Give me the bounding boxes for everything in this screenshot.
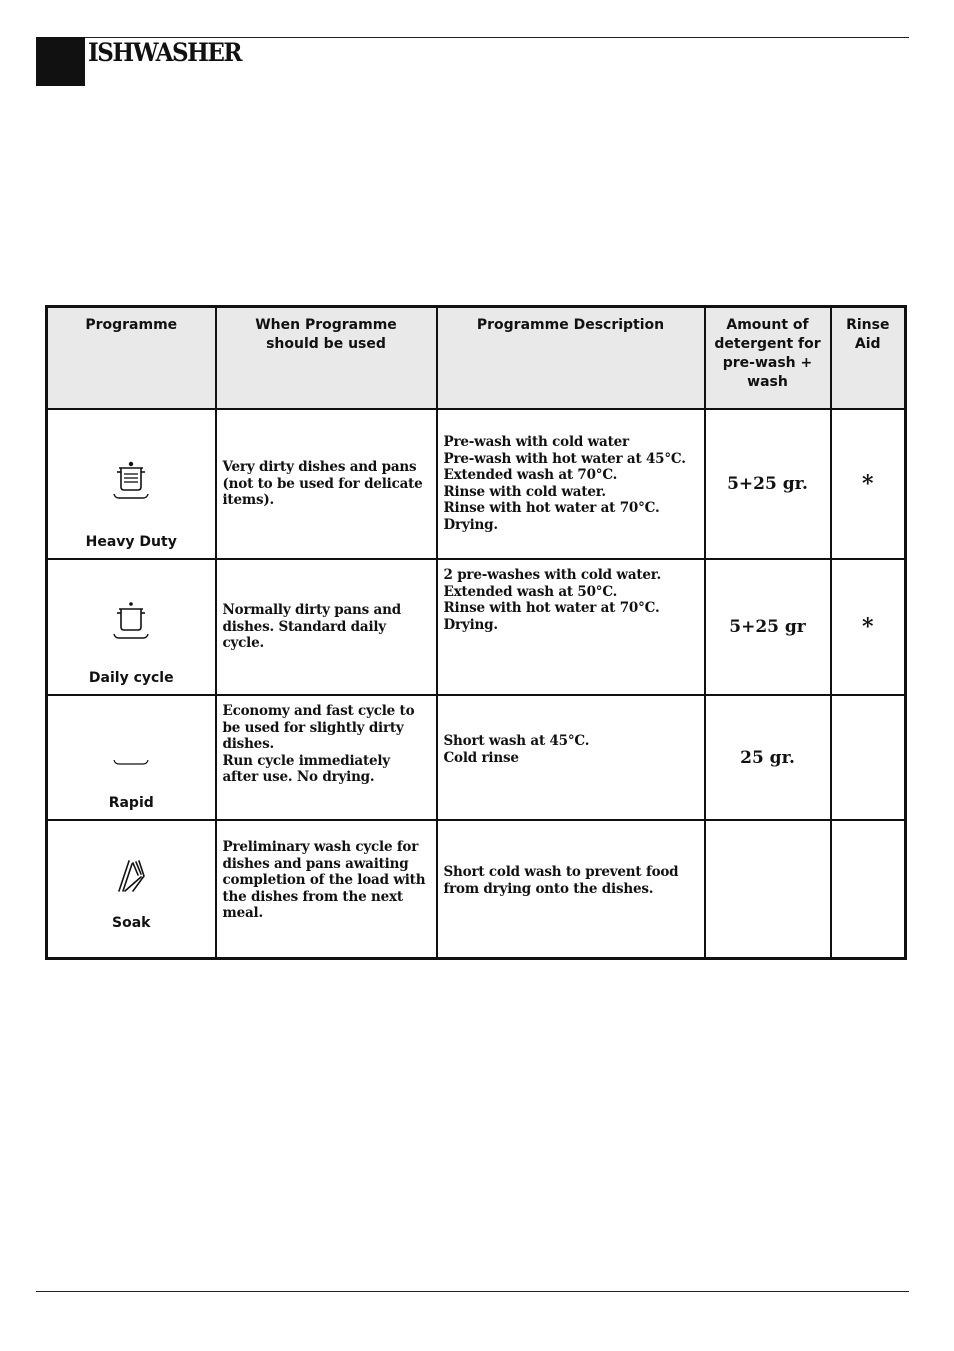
when-used-text: Economy and fast cycle to be used for slightly dirty dishes. Run cycle immediately after use. No drying.: [222, 703, 415, 785]
when-used-cell: [216, 559, 437, 695]
programme-name: Soak: [112, 915, 151, 931]
when-used-text: Very dirty dishes and pans (not to be used for delicate items).: [222, 459, 423, 508]
table-row: [47, 559, 906, 695]
rinse-aid-cell: *: [831, 559, 906, 695]
description-text: Short cold wash to prevent food from drying onto the dishes.: [443, 864, 679, 897]
table-row: [47, 409, 906, 559]
programme-cell: [47, 820, 216, 958]
programme-cell: [47, 409, 216, 559]
table-header-row: [47, 307, 906, 410]
amount-cell: 5+25 gr.: [705, 409, 831, 559]
soak-shower-icon: [111, 857, 151, 897]
programme-name: Heavy Duty: [85, 534, 177, 550]
amount-cell: [705, 820, 831, 958]
programme-name: Daily cycle: [88, 670, 174, 686]
description-text: Pre-wash with cold water Pre-wash with hot water at 45°C. Extended wash at 70°C. Rinse with cold water. Rinse with hot water at 70°C. Drying.: [443, 434, 686, 533]
description-text: Short wash at 45°C. Cold rinse: [443, 733, 590, 766]
programme-table: [45, 305, 907, 960]
when-used-text: Normally dirty pans and dishes. Standard daily cycle.: [222, 602, 401, 651]
column-header-programme: Programme: [47, 307, 216, 410]
description-cell: [437, 559, 705, 695]
column-header-amount: Amount of detergent for pre-wash + wash: [705, 307, 831, 410]
description-cell: [437, 695, 705, 820]
page-title: ISHWASHER: [88, 38, 242, 67]
rinse-aid-cell: *: [831, 409, 906, 559]
column-header-when-used: When Programme should be used: [216, 307, 437, 410]
description-text: 2 pre-washes with cold water. Extended wash at 50°C. Rinse with hot water at 70°C. Drying.: [443, 567, 661, 633]
when-used-cell: [216, 820, 437, 958]
when-used-text: Preliminary wash cycle for dishes and pans awaiting completion of the load with the dishes from the next meal.: [222, 839, 426, 921]
amount-cell: 25 gr.: [705, 695, 831, 820]
section-marker-block: [36, 37, 85, 86]
rapid-plate-icon: [111, 758, 151, 768]
rinse-aid-cell: [831, 695, 906, 820]
when-used-cell: [216, 695, 437, 820]
bottom-rule: [36, 1291, 909, 1292]
heavy-duty-pot-icon: [111, 460, 151, 502]
programme-name: Rapid: [108, 795, 154, 811]
description-cell: [437, 820, 705, 958]
programme-cell: [47, 695, 216, 820]
description-cell: [437, 409, 705, 559]
programme-cell: [47, 559, 216, 695]
column-header-rinse-aid: Rinse Aid: [831, 307, 906, 410]
when-used-cell: [216, 409, 437, 559]
column-header-description: Programme Description: [437, 307, 705, 410]
daily-cycle-pot-icon: [111, 600, 151, 642]
rinse-aid-cell: [831, 820, 906, 958]
amount-cell: 5+25 gr: [705, 559, 831, 695]
table-row: [47, 695, 906, 820]
table-row: [47, 820, 906, 958]
